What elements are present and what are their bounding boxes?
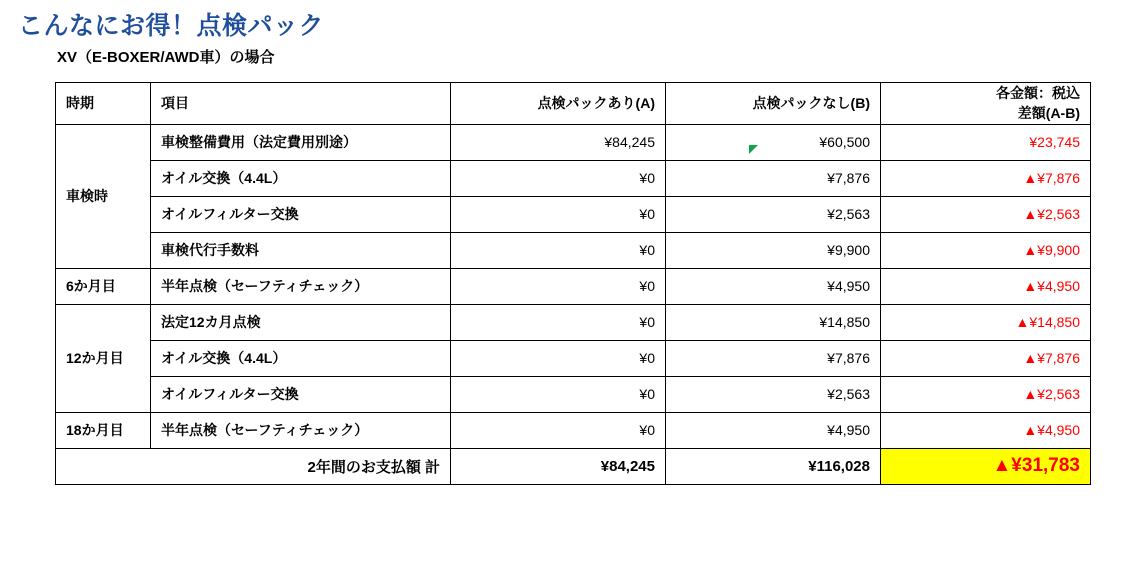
item-label: 車検整備費用（法定費用別途） — [151, 124, 451, 160]
table-row — [56, 268, 1091, 304]
inspection-pack-table — [55, 82, 1091, 485]
total-with-pack: ¥84,245 — [451, 448, 666, 484]
page-title: こんなにお得！点検パック — [18, 12, 325, 40]
item-label: 法定12カ月点検 — [151, 304, 451, 340]
value-with-pack: ¥0 — [451, 376, 666, 412]
period-label: 車検時 — [56, 124, 151, 268]
table-row — [56, 340, 1091, 376]
period-label: 12か月目 — [56, 304, 151, 412]
value-difference: ▲¥14,850 — [881, 304, 1091, 340]
value-without-pack: ¥4,950 — [666, 412, 881, 448]
item-label: オイル交換（4.4L） — [151, 340, 451, 376]
item-label: オイル交換（4.4L） — [151, 160, 451, 196]
table-row — [56, 232, 1091, 268]
header-without-pack: 点検パックなし(B) — [666, 83, 881, 125]
value-difference: ▲¥7,876 — [881, 340, 1091, 376]
item-label: オイルフィルター交換 — [151, 376, 451, 412]
value-difference: ▲¥7,876 — [881, 160, 1091, 196]
table-row — [56, 376, 1091, 412]
value-difference: ¥23,745 — [881, 124, 1091, 160]
header-item: 項目 — [151, 83, 451, 125]
table-row — [56, 412, 1091, 448]
green-marker-icon — [749, 145, 758, 154]
value-difference: ▲¥9,900 — [881, 232, 1091, 268]
value-with-pack: ¥0 — [451, 340, 666, 376]
value-difference: ▲¥4,950 — [881, 412, 1091, 448]
header-difference — [881, 83, 1091, 125]
value-without-pack: ¥9,900 — [666, 232, 881, 268]
header-tax-note: 各金額：税込 — [996, 85, 1080, 101]
value-without-pack: ¥7,876 — [666, 160, 881, 196]
header-difference-label: 差額(A-B) — [1017, 105, 1080, 122]
value-with-pack: ¥0 — [451, 196, 666, 232]
value-with-pack: ¥0 — [451, 412, 666, 448]
value-without-pack: ¥14,850 — [666, 304, 881, 340]
table-header-row — [56, 83, 1091, 125]
item-label: オイルフィルター交換 — [151, 196, 451, 232]
header-with-pack: 点検パックあり(A) — [451, 83, 666, 125]
total-without-pack: ¥116,028 — [666, 448, 881, 484]
value-with-pack: ¥0 — [451, 304, 666, 340]
item-label: 車検代行手数料 — [151, 232, 451, 268]
value-difference: ▲¥2,563 — [881, 376, 1091, 412]
value-without-pack: ¥2,563 — [666, 376, 881, 412]
value-with-pack: ¥84,245 — [451, 124, 666, 160]
table-row — [56, 196, 1091, 232]
item-label: 半年点検（セーフティチェック） — [151, 268, 451, 304]
value-difference: ▲¥4,950 — [881, 268, 1091, 304]
table-total-row — [56, 448, 1091, 484]
page-subtitle: XV（E-BOXER/AWD車）の場合 — [57, 49, 275, 66]
value-without-pack: ¥7,876 — [666, 340, 881, 376]
value-without-pack: ¥2,563 — [666, 196, 881, 232]
total-label: 2年間のお支払額 計 — [56, 448, 451, 484]
table-row — [56, 304, 1091, 340]
value-without-pack: ¥4,950 — [666, 268, 881, 304]
value-with-pack: ¥0 — [451, 232, 666, 268]
table-row — [56, 124, 1091, 160]
period-label: 18か月目 — [56, 412, 151, 448]
value-with-pack: ¥0 — [451, 160, 666, 196]
item-label: 半年点検（セーフティチェック） — [151, 412, 451, 448]
period-label: 6か月目 — [56, 268, 151, 304]
total-difference: ▲¥31,783 — [881, 448, 1091, 484]
value-without-pack: ¥60,500 — [666, 124, 881, 160]
table-row — [56, 160, 1091, 196]
value-difference: ▲¥2,563 — [881, 196, 1091, 232]
value-with-pack: ¥0 — [451, 268, 666, 304]
header-period: 時期 — [56, 83, 151, 125]
